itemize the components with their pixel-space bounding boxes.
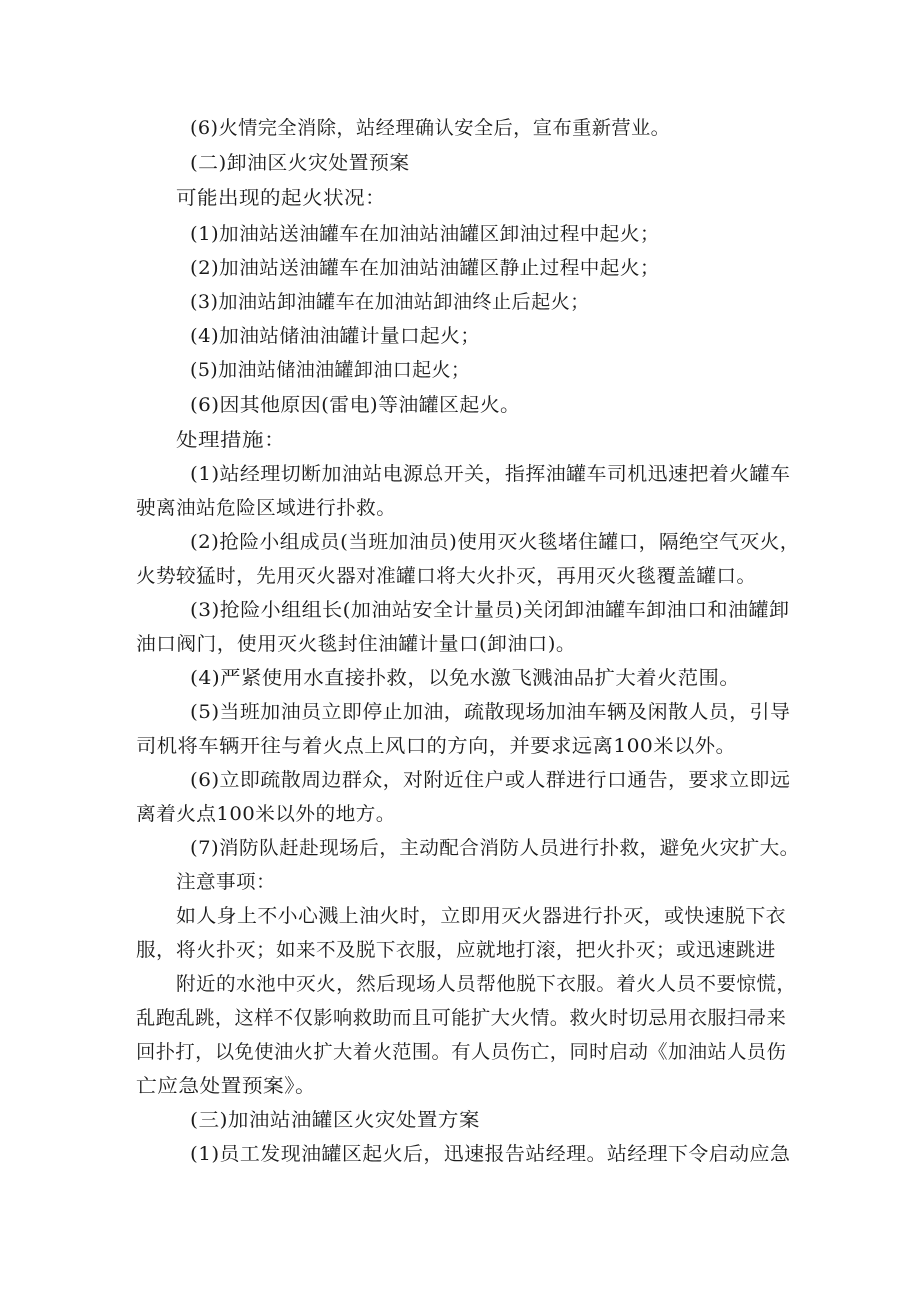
- paragraph-line: 司机将车辆开往与着火点上风口的方向，并要求远离100米以外。: [136, 735, 737, 757]
- paragraph-line: (1)站经理切断加油站电源总开关，指挥油罐车司机迅速把着火罐车: [190, 463, 791, 485]
- list-item: (6)因其他原因(雷电)等油罐区起火。: [190, 394, 521, 416]
- paragraph-line: (2)抢险小组成员(当班加油员)使用灭火毯堵住罐口，隔绝空气灭火，: [190, 531, 800, 553]
- paragraph-line: 驶离油站危险区域进行扑救。: [136, 497, 397, 519]
- paragraph-line: (4)严紧使用水直接扑救，以免水激飞溅油品扩大着火范围。: [190, 667, 741, 689]
- paragraph-line: 乱跑乱跳，这样不仅影响救助而且可能扩大火情。救火时切忌用衣服扫帚来: [136, 1007, 787, 1029]
- paragraph-line: (1)员工发现油罐区起火后，迅速报告站经理。站经理下令启动应急: [190, 1143, 791, 1165]
- paragraph-line: 火势较猛时，先用灭火器对准罐口将大火扑灭，再用灭火毯覆盖罐口。: [136, 565, 757, 587]
- section-heading: (二)卸油区火灾处置预案: [190, 152, 410, 174]
- paragraph-line: 离着火点100米以外的地方。: [136, 803, 396, 825]
- paragraph-line: 如人身上不小心溅上油火时，立即用灭火器进行扑灭，或快速脱下衣: [176, 905, 787, 927]
- paragraph-line: 可能出现的起火状况：: [176, 187, 387, 209]
- paragraph-line: 处理措施：: [176, 429, 287, 451]
- paragraph-line: (7)消防队赶赴现场后，主动配合消防人员进行扑救，避免火灾扩大。: [190, 837, 800, 859]
- section-heading: (三)加油站油罐区火灾处置方案: [190, 1109, 480, 1131]
- paragraph-line: (5)当班加油员立即停止加油，疏散现场加油车辆及闲散人员，引导: [190, 701, 791, 723]
- paragraph-line: 亡应急处置预案》。: [136, 1075, 317, 1097]
- paragraph-line: 注意事项：: [176, 871, 277, 893]
- list-item: (3)加油站卸油罐车在加油站卸油终止后起火；: [190, 291, 590, 313]
- paragraph-line: (6)立即疏散周边群众，对附近住户或人群进行口通告，要求立即远: [190, 769, 791, 791]
- paragraph-line: 服，将火扑灭；如来不及脱下衣服，应就地打滚，把火扑灭；或迅速跳进: [136, 939, 776, 961]
- list-item: (1)加油站送油罐车在加油站油罐区卸油过程中起火；: [190, 223, 660, 245]
- list-item: (5)加油站储油油罐卸油口起火；: [190, 359, 471, 381]
- list-item: (4)加油站储油油罐计量口起火；: [190, 325, 481, 347]
- paragraph-line: 油口阀门，使用灭火毯封住油罐计量口(卸油口)。: [136, 633, 577, 655]
- list-item: (2)加油站送油罐车在加油站油罐区静止过程中起火；: [190, 257, 660, 279]
- paragraph-line: (6)火情完全消除，站经理确认安全后，宣布重新营业。: [190, 117, 671, 139]
- paragraph-line: 回扑打，以免使油火扩大着火范围。有人员伤亡，同时启动《加油站人员伤: [136, 1041, 787, 1063]
- paragraph-line: (3)抢险小组组长(加油站安全计量员)关闭卸油罐车卸油口和油罐卸: [190, 599, 790, 621]
- paragraph-line: 附近的水池中灭火，然后现场人员帮他脱下衣服。着火人员不要惊慌，: [176, 973, 797, 995]
